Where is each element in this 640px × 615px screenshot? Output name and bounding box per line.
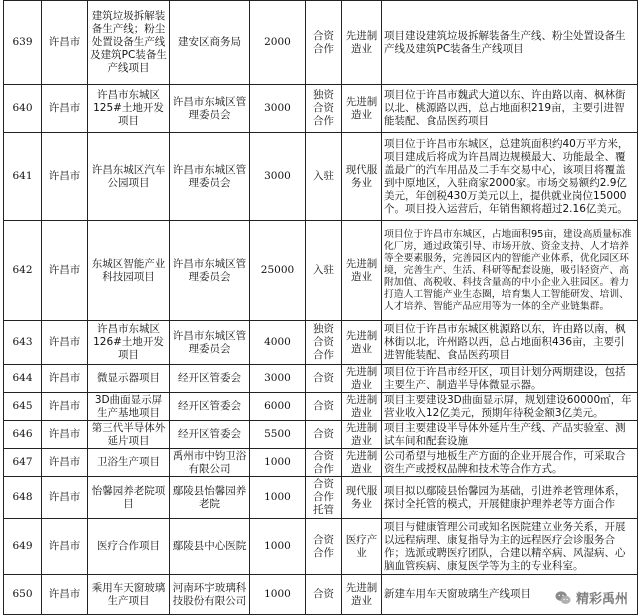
project-name-cell: 建筑垃圾拆解装备生产线；粉尘处置设备生产线及建筑PC装备生产线项目 (88, 1, 170, 85)
city-cell: 许昌市 (42, 1, 88, 85)
mode-cell: 合资合作托管 (306, 477, 342, 519)
content-cell: 项目位于许昌市魏武大道以东、许由路以南、枫林街以北、桃源路以西，总占地面积219亩，主要引进智能装配、食品医药项目 (382, 85, 638, 133)
project-name-cell: 许昌东城区汽车公园项目 (88, 133, 170, 221)
city-cell: 许昌市 (42, 321, 88, 365)
city-cell: 许昌市 (42, 221, 88, 321)
row-number: 647 (4, 449, 42, 477)
city-cell: 许昌市 (42, 519, 88, 575)
content-cell: 项目位于许昌市东城区，占地面积95亩，建设高质量标准化厂房，通过政策引导、市场开放、资金支持、人才培养等全要素服务，完善园区内的智能产业体系，优化园区环境，完善生产、生活、科研等配套设施，吸引轻资产、高附加值、高税收、科技含量高的中小企业入驻园区。着力打造人工智能产业生态圈，培育集人工智能研发、培训、人才培养、智能产品应用等为一体的全产业链集群。 (382, 221, 638, 321)
industry-cell: 先进制造业 (342, 321, 382, 365)
table-row (4, 85, 638, 133)
city-cell: 许昌市 (42, 575, 88, 615)
table-row (4, 321, 638, 365)
unit-cell: 河南环宇玻璃科技股份有限公司 (170, 575, 250, 615)
watermark-text: 精彩禹州 (575, 592, 628, 607)
table-row (4, 477, 638, 519)
amount-cell: 3000 (250, 365, 306, 393)
table-row (4, 365, 638, 393)
industry-cell: 先进制造业 (342, 421, 382, 449)
unit-cell: 鄢陵县怡馨园养老院 (170, 477, 250, 519)
mode-cell: 独资合资合作 (306, 85, 342, 133)
mode-cell: 合资合作 (306, 1, 342, 85)
row-number: 648 (4, 477, 42, 519)
watermark (550, 587, 632, 608)
amount-cell: 1000 (250, 519, 306, 575)
mode-cell: 入驻 (306, 133, 342, 221)
amount-cell: 1000 (250, 477, 306, 519)
content-cell: 项目主要建设半导体外延片生产线、产品实验室、测试车间和配套设施 (382, 421, 638, 449)
industry-cell: 先进制造业 (342, 449, 382, 477)
project-name-cell: 怡馨园养老院项目 (88, 477, 170, 519)
unit-cell: 鄢陵县中心医院 (170, 519, 250, 575)
project-name-cell: 3D曲面显示屏生产基地项目 (88, 393, 170, 421)
content-cell: 项目拟以鄢陵县怡馨园为基础，引进养老管理体系，探讨全托管的模式，开展健康护理养老等方面合作 (382, 477, 638, 519)
table-row (4, 421, 638, 449)
city-cell: 许昌市 (42, 365, 88, 393)
content-cell: 项目主要建设3D曲面显示屏，规划建设60000㎡，年营业收入12亿美元，预期年待税金额3亿美元。 (382, 393, 638, 421)
industry-cell: 先进制造业 (342, 1, 382, 85)
unit-cell: 经开区管委会 (170, 365, 250, 393)
project-name-cell: 卫浴生产项目 (88, 449, 170, 477)
industry-cell: 先进制造业 (342, 393, 382, 421)
row-number: 649 (4, 519, 42, 575)
mode-cell: 合资合作 (306, 449, 342, 477)
amount-cell: 2000 (250, 1, 306, 85)
amount-cell: 6000 (250, 393, 306, 421)
table-row (4, 133, 638, 221)
industry-cell: 先进制造业 (342, 365, 382, 393)
mode-cell: 合资 (306, 421, 342, 449)
mode-cell: 合资 (306, 575, 342, 615)
amount-cell: 4000 (250, 321, 306, 365)
row-number: 650 (4, 575, 42, 615)
project-name-cell: 东城区智能产业科技园项目 (88, 221, 170, 321)
content-cell: 公司希望与地板生产方面的企业开展合作，可采取合资生产或授权品牌和技术等合作方式。 (382, 449, 638, 477)
city-cell: 许昌市 (42, 477, 88, 519)
row-number: 645 (4, 393, 42, 421)
unit-cell: 许昌市东城区管理委员会 (170, 133, 250, 221)
content-cell: 新建车用车天窗玻璃生产线项目 (382, 575, 638, 615)
table-row (4, 519, 638, 575)
table-row (4, 449, 638, 477)
unit-cell: 禹州市中钧卫浴有限公司 (170, 449, 250, 477)
amount-cell: 3000 (250, 85, 306, 133)
project-name-cell: 第三代半导体外延片项目 (88, 421, 170, 449)
city-cell: 许昌市 (42, 421, 88, 449)
mode-cell: 入驻 (306, 221, 342, 321)
row-number: 644 (4, 365, 42, 393)
unit-cell: 建安区商务局 (170, 1, 250, 85)
amount-cell: 1000 (250, 575, 306, 615)
amount-cell: 25000 (250, 221, 306, 321)
content-cell: 项目与健康管理公司或知名医院建立业务关系，开展以远程病理、康复指导为主的远程医疗会诊服务合作；选派或聘医疗团队，合建以精卒病、风湿病、心脑血管疾病、康复医学等为主的专业科室。 (382, 519, 638, 575)
industry-cell: 现代服务业 (342, 133, 382, 221)
mode-cell: 合资 (306, 365, 342, 393)
amount-cell: 5500 (250, 421, 306, 449)
industry-cell: 现代服务业 (342, 477, 382, 519)
project-name-cell: 微显示器项目 (88, 365, 170, 393)
industry-cell: 医疗产业 (342, 519, 382, 575)
unit-cell: 许昌市东城区管理委员会 (170, 221, 250, 321)
table-row (4, 575, 638, 615)
wechat-icon (554, 589, 572, 607)
amount-cell: 3000 (250, 133, 306, 221)
mode-cell: 合资 (306, 393, 342, 421)
mode-cell: 合资合作 (306, 519, 342, 575)
project-name-cell: 许昌市东城区126#土地开发项目 (88, 321, 170, 365)
row-number: 640 (4, 85, 42, 133)
city-cell: 许昌市 (42, 85, 88, 133)
table-row (4, 393, 638, 421)
mode-cell: 独资合资合作 (306, 321, 342, 365)
city-cell: 许昌市 (42, 393, 88, 421)
content-cell: 项目位于许昌市东城区桃源路以东，许由路以南，枫林街以北，许州路以西，总占地面积436亩，主要引进智能装配、食品医药项目 (382, 321, 638, 365)
table-row (4, 1, 638, 85)
content-cell: 项目位于许昌市经开区，项目计划分两期建设，包括主要生产、制造半导体微显示器。 (382, 365, 638, 393)
row-number: 641 (4, 133, 42, 221)
row-number: 639 (4, 1, 42, 85)
project-name-cell: 许昌市东城区125#土地开发项目 (88, 85, 170, 133)
unit-cell: 许昌市东城区管理委员会 (170, 321, 250, 365)
city-cell: 许昌市 (42, 133, 88, 221)
table-row (4, 221, 638, 321)
project-name-cell: 医疗合作项目 (88, 519, 170, 575)
row-number: 643 (4, 321, 42, 365)
row-number: 646 (4, 421, 42, 449)
row-number: 642 (4, 221, 42, 321)
industry-cell: 先进制造业 (342, 221, 382, 321)
industry-cell: 先进制造业 (342, 575, 382, 615)
unit-cell: 许昌市东城区管理委员会 (170, 85, 250, 133)
city-cell: 许昌市 (42, 449, 88, 477)
industry-cell: 先进制造业 (342, 85, 382, 133)
investment-project-table (3, 0, 638, 615)
unit-cell: 经开区管委会 (170, 421, 250, 449)
amount-cell: 1000 (250, 449, 306, 477)
content-cell: 项目位于许昌市东城区，总建筑面积约40万平方米，项目建成后将成为许昌周边规模最大、功能最全、覆盖最广的汽车用品及二手车交易中心，该项目将覆盖到中原地区，入驻商家2000家。市场交易额约2.9亿美元，年创税430万美元以上，提供就业岗位15000个。项目投入运营后，年销售额将超过2.16亿美元。 (382, 133, 638, 221)
content-cell: 项目建设建筑垃圾拆解装备生产线、粉尘处置设备生产线及建筑PC装备生产线项目 (382, 1, 638, 85)
project-name-cell: 乘用车天窗玻璃生产项目 (88, 575, 170, 615)
unit-cell: 经开区管委会 (170, 393, 250, 421)
